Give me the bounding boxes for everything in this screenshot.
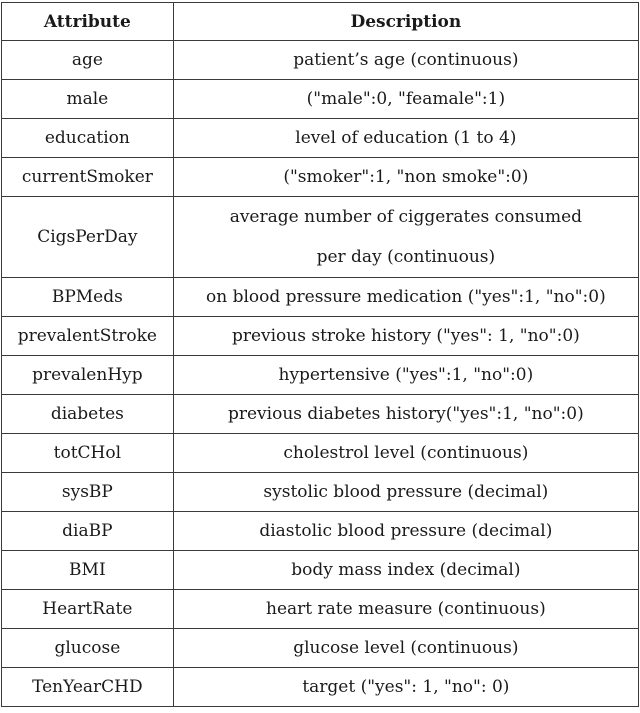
attribute-cell: totCHol xyxy=(2,434,174,473)
description-cell: on blood pressure medication ("yes":1, "no":0) xyxy=(173,278,638,317)
attribute-cell: glucose xyxy=(2,629,174,668)
attribute-cell: BMI xyxy=(2,551,174,590)
description-cell xyxy=(173,197,638,278)
table-row xyxy=(2,395,639,434)
description-cell: diastolic blood pressure (decimal) xyxy=(173,512,638,551)
attribute-description-table xyxy=(1,2,639,707)
description-cell: body mass index (decimal) xyxy=(173,551,638,590)
table-row xyxy=(2,590,639,629)
description-line-1: average number of ciggerates consumed xyxy=(229,207,583,227)
table-row xyxy=(2,356,639,395)
description-line-2: per day (continuous) xyxy=(316,247,496,267)
attribute-cell: male xyxy=(2,80,174,119)
header-description: Description xyxy=(173,3,638,41)
description-cell: patient’s age (continuous) xyxy=(173,41,638,80)
description-cell: cholestrol level (continuous) xyxy=(173,434,638,473)
attribute-cell: prevalenHyp xyxy=(2,356,174,395)
table-row xyxy=(2,80,639,119)
table-row xyxy=(2,551,639,590)
attribute-cell: diabetes xyxy=(2,395,174,434)
table-row xyxy=(2,629,639,668)
table-row xyxy=(2,317,639,356)
attribute-cell: diaBP xyxy=(2,512,174,551)
description-cell: previous stroke history ("yes": 1, "no":0) xyxy=(173,317,638,356)
description-cell: heart rate measure (continuous) xyxy=(173,590,638,629)
attribute-cell: BPMeds xyxy=(2,278,174,317)
description-cell: previous diabetes history("yes":1, "no":0) xyxy=(173,395,638,434)
table-row xyxy=(2,158,639,197)
description-cell: glucose level (continuous) xyxy=(173,629,638,668)
attribute-cell: TenYearCHD xyxy=(2,668,174,707)
table-row xyxy=(2,434,639,473)
description-cell: target ("yes": 1, "no": 0) xyxy=(173,668,638,707)
table-header-row xyxy=(2,3,639,41)
table-row xyxy=(2,197,639,278)
table-row xyxy=(2,473,639,512)
header-attribute: Attribute xyxy=(2,3,174,41)
table-row xyxy=(2,41,639,80)
description-cell: hypertensive ("yes":1, "no":0) xyxy=(173,356,638,395)
table-row xyxy=(2,278,639,317)
description-cell: ("male":0, "feamale":1) xyxy=(173,80,638,119)
table-row xyxy=(2,512,639,551)
table-row xyxy=(2,119,639,158)
attribute-cell: age xyxy=(2,41,174,80)
description-cell: systolic blood pressure (decimal) xyxy=(173,473,638,512)
attribute-cell: CigsPerDay xyxy=(2,197,174,278)
description-cell: ("smoker":1, "non smoke":0) xyxy=(173,158,638,197)
description-cell: level of education (1 to 4) xyxy=(173,119,638,158)
attribute-cell: prevalentStroke xyxy=(2,317,174,356)
attribute-cell: HeartRate xyxy=(2,590,174,629)
attribute-cell: education xyxy=(2,119,174,158)
attribute-cell: sysBP xyxy=(2,473,174,512)
table-row xyxy=(2,668,639,707)
attribute-cell: currentSmoker xyxy=(2,158,174,197)
